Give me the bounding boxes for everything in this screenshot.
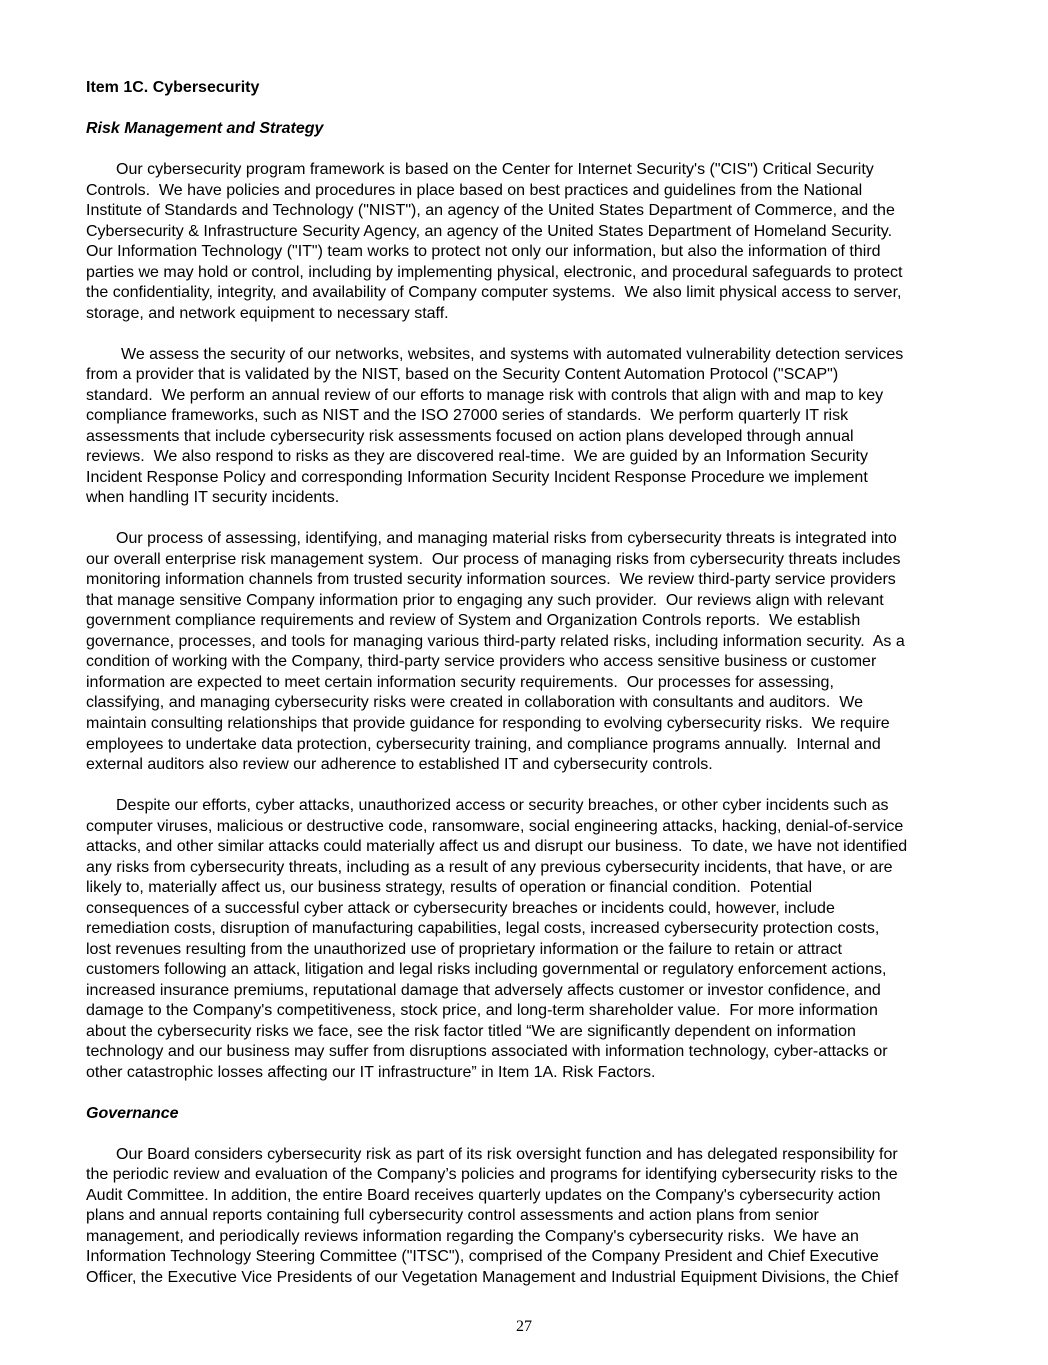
text-line: external auditors also review our adherence to established IT and cybersecurity controls. <box>86 756 713 774</box>
text-line: Cybersecurity & Infrastructure Security Agency, an agency of the United States Department of Homeland Security. <box>86 222 893 240</box>
text-line: compliance frameworks, such as NIST and the ISO 27000 series of standards. We perform quarterly IT risk <box>86 407 849 425</box>
text-line: the periodic review and evaluation of the Company’s policies and programs for identifying cybersecurity risks to the <box>86 1166 898 1184</box>
text-line: management, and periodically reviews information regarding the Company's cybersecurity risks. We have an <box>86 1227 859 1245</box>
text-line: when handling IT security incidents. <box>86 489 340 507</box>
text-line: monitoring information channels from trusted security information sources. We review third-party service providers <box>86 571 896 589</box>
text-line: Controls. We have policies and procedures in place based on best practices and guidelines from the National <box>86 181 863 199</box>
text-line: other catastrophic losses affecting our IT infrastructure” in Item 1A. Risk Factors. <box>86 1063 656 1081</box>
text-line: employees to undertake data protection, cybersecurity training, and compliance programs annually. Internal and <box>86 735 881 753</box>
text-line: Officer, the Executive Vice Presidents of our Vegetation Management and Industrial Equipment Divisions, the Chief <box>86 1268 899 1286</box>
text-line: parties we may hold or control, including by implementing physical, electronic, and procedural safeguards to protect <box>86 263 903 281</box>
paragraph <box>86 529 986 775</box>
text-line: classifying, and managing cybersecurity risks were created in collaboration with consultants and auditors. We <box>86 694 863 712</box>
text-line: maintain consulting relationships that provide guidance for responding to evolving cybersecurity risks. We require <box>86 714 890 732</box>
text-line: condition of working with the Company, third-party service providers who access sensitive business or customer <box>86 653 877 671</box>
document-body <box>86 78 986 1288</box>
section-title: Item 1C. Cybersecurity <box>86 79 260 96</box>
text-line: government compliance requirements and review of System and Organization Controls reports. We establish <box>86 612 861 630</box>
text-line: Audit Committee. In addition, the entire Board receives quarterly updates on the Company's cybersecurity action <box>86 1186 881 1204</box>
text-line: remediation costs, disruption of manufacturing capabilities, legal costs, increased cybersecurity protection costs, <box>86 920 880 938</box>
text-line: our overall enterprise risk management system. Our process of managing risks from cybersecurity threats includes <box>86 550 901 568</box>
text-line: information are expected to meet certain information security requirements. Our processes for assessing, <box>86 673 834 691</box>
text-line: about the cybersecurity risks we face, see the risk factor titled “We are significantly dependent on information <box>86 1022 856 1040</box>
paragraph <box>86 1145 986 1289</box>
text-line: plans and annual reports containing full cybersecurity control assessments and action plans from senior <box>86 1207 819 1225</box>
text-line: Our process of assessing, identifying, and managing material risks from cybersecurity threats is integrated into <box>116 530 897 548</box>
paragraph <box>86 345 986 509</box>
text-line: Information Technology Steering Committee ("ITSC"), comprised of the Company President and Chief Executive <box>86 1248 879 1266</box>
text-line: governance, processes, and tools for managing various third-party related risks, including information security. As a <box>86 632 905 650</box>
text-line: any risks from cybersecurity threats, including as a result of any previous cybersecurity incidents, that have, or are <box>86 858 893 876</box>
subsection-heading: Governance <box>86 1104 179 1122</box>
text-line: computer viruses, malicious or destructive code, ransomware, social engineering attacks, hacking, denial-of-service <box>86 817 904 835</box>
text-line: consequences of a successful cyber attack or cybersecurity breaches or incidents could, however, include <box>86 899 835 917</box>
text-line: Our Board considers cybersecurity risk as part of its risk oversight function and has delegated responsibility for <box>116 1145 898 1163</box>
text-line: lost revenues resulting from the unauthorized use of proprietary information or the failure to retain or attract <box>86 940 842 958</box>
text-line: attacks, and other similar attacks could materially affect us and disrupt our business. To date, we have not identified <box>86 838 908 856</box>
text-line: technology and our business may suffer from disruptions associated with information technology, cyber-attacks or <box>86 1043 888 1061</box>
text-line: reviews. We also respond to risks as they are discovered real-time. We are guided by an Information Security <box>86 448 868 466</box>
text-line: assessments that include cybersecurity risk assessments focused on action plans developed through annual <box>86 427 854 445</box>
text-line: that manage sensitive Company information prior to engaging any such provider. Our reviews align with relevant <box>86 591 884 609</box>
paragraph <box>86 160 986 324</box>
subsection-heading: Risk Management and Strategy <box>86 120 324 138</box>
text-line: Our Information Technology ("IT") team works to protect not only our information, but also the information of third <box>86 243 881 261</box>
text-line: Our cybersecurity program framework is based on the Center for Internet Security's ("CIS") Critical Security <box>116 161 874 179</box>
text-line: Despite our efforts, cyber attacks, unauthorized access or security breaches, or other cyber incidents such as <box>116 797 889 815</box>
text-line: damage to the Company's competitiveness, stock price, and long-term shareholder value. For more information <box>86 1002 878 1020</box>
text-line: customers following an attack, litigation and legal risks including governmental or regulatory enforcement actions, <box>86 961 887 979</box>
text-line: We assess the security of our networks, websites, and systems with automated vulnerability detection services <box>121 345 904 363</box>
text-line: likely to, materially affect us, our business strategy, results of operation or financial condition. Potential <box>86 879 812 897</box>
text-line: the confidentiality, integrity, and availability of Company computer systems. We also limit physical access to server, <box>86 284 902 302</box>
text-line: Institute of Standards and Technology ("NIST"), an agency of the United States Department of Commerce, and the <box>86 202 895 220</box>
text-line: Incident Response Policy and corresponding Information Security Incident Response Procedure we implement <box>86 468 868 486</box>
text-line: storage, and network equipment to necessary staff. <box>86 304 449 322</box>
paragraph <box>86 796 986 1083</box>
text-line: increased insurance premiums, reputational damage that adversely affects customer or investor confidence, and <box>86 981 881 999</box>
page-number: 27 <box>516 1318 532 1335</box>
text-line: standard. We perform an annual review of our efforts to manage risk with controls that align with and map to key <box>86 386 884 404</box>
text-line: from a provider that is validated by the NIST, based on the Security Content Automation Protocol ("SCAP") <box>86 366 839 384</box>
